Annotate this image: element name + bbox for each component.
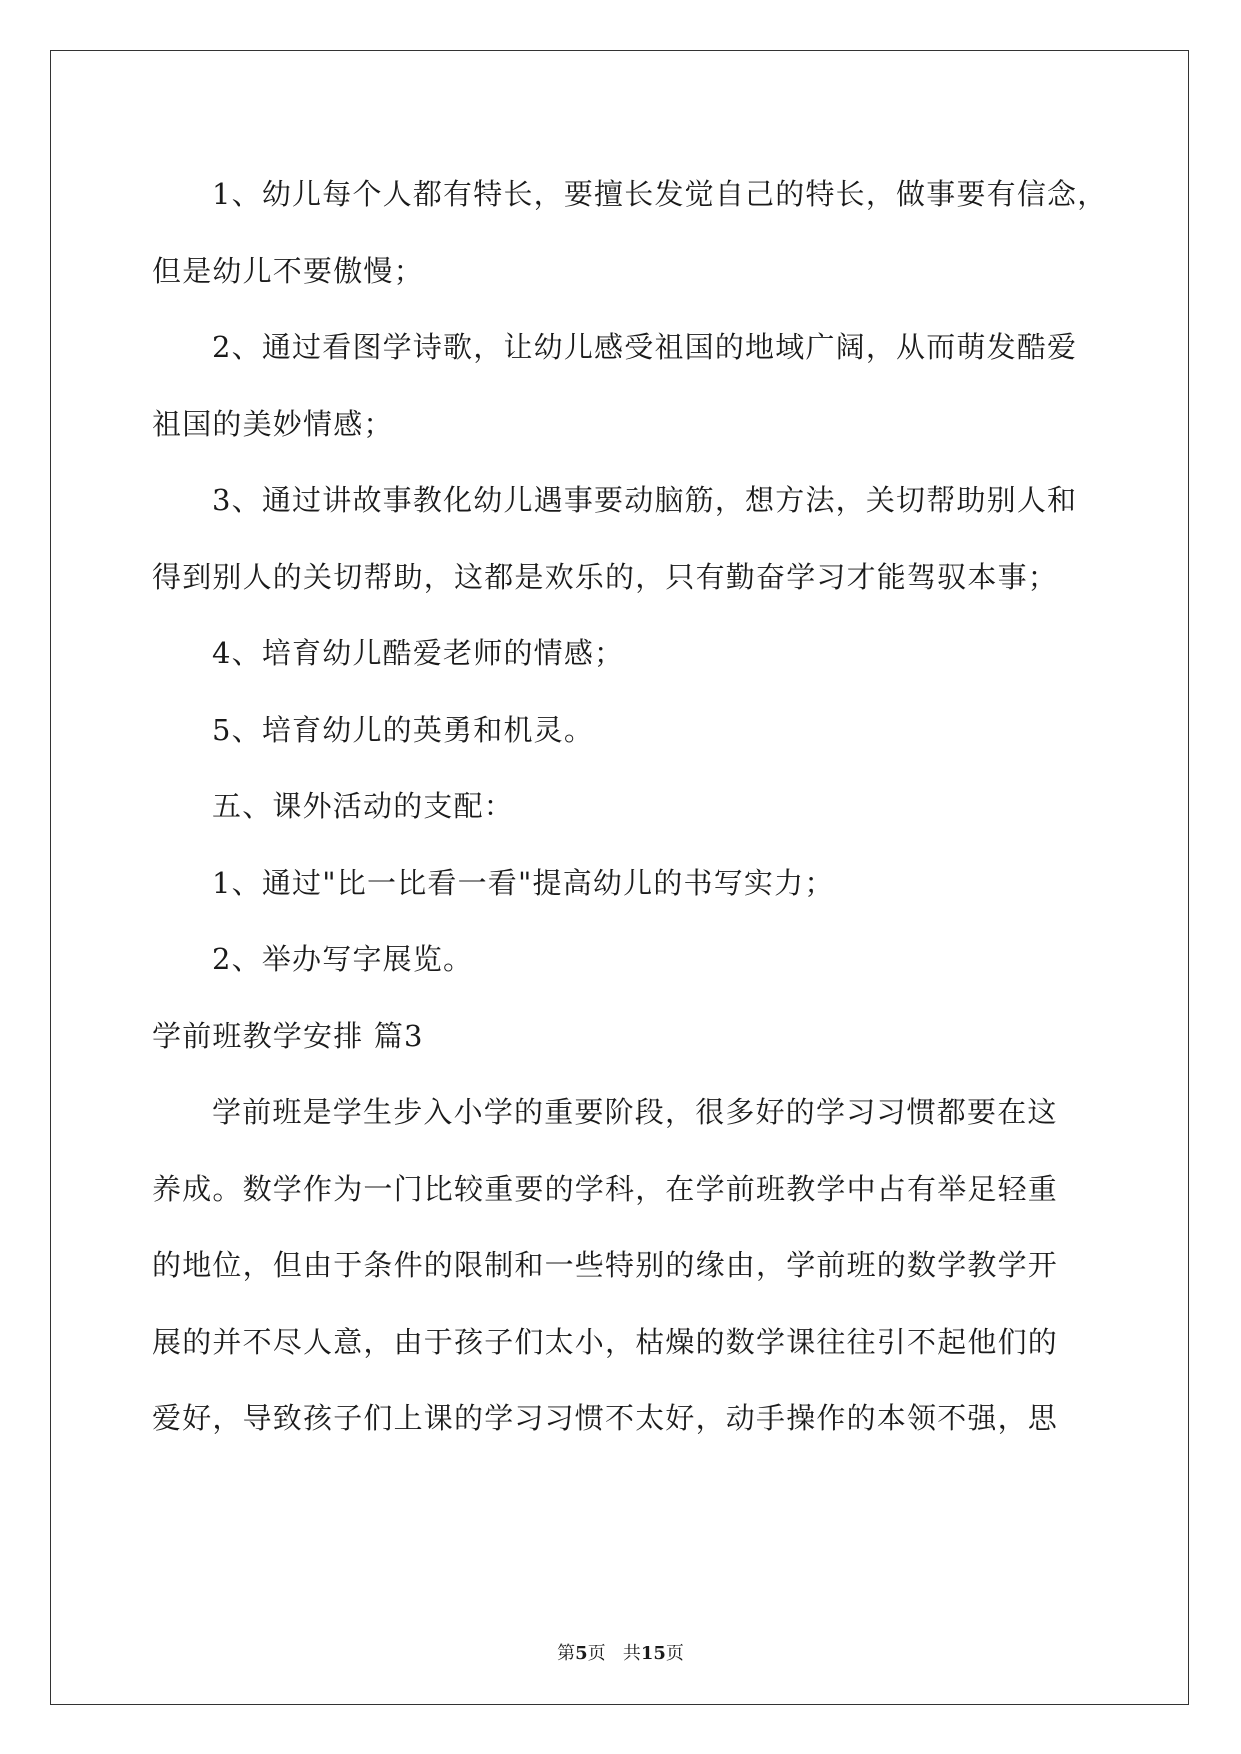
paragraph-line: 2、举办写字展览。 bbox=[212, 942, 474, 976]
paragraph-line: 祖国的美妙情感； bbox=[152, 407, 394, 441]
paragraph-line: 1、幼儿每个人都有特长，要擅长发觉自己的特长，做事要有信念， bbox=[212, 177, 1108, 211]
footer-prefix: 第 bbox=[557, 1643, 576, 1664]
paragraph-line: 学前班是学生步入小学的重要阶段，很多好的学习习惯都要在这 bbox=[212, 1095, 1058, 1129]
paragraph-line: 养成。数学作为一门比较重要的学科，在学前班教学中占有举足轻重 bbox=[152, 1172, 1059, 1206]
article-title: 学前班教学安排 篇3 bbox=[152, 1019, 424, 1053]
paragraph-line: 1、通过"比一比看一看"提高幼儿的书写实力； bbox=[212, 866, 835, 900]
paragraph-line: 展的并不尽人意，由于孩子们太小，枯燥的数学课往往引不起他们的 bbox=[152, 1325, 1059, 1359]
footer-page-suffix: 页 bbox=[587, 1643, 606, 1664]
footer-total-suffix: 页 bbox=[665, 1643, 684, 1664]
paragraph-line: 5、培育幼儿的英勇和机灵。 bbox=[212, 713, 595, 747]
page-footer bbox=[0, 1642, 1241, 1666]
paragraph-line: 的地位，但由于条件的限制和一些特别的缘由，学前班的数学教学开 bbox=[152, 1248, 1059, 1282]
paragraph-line: 3、通过讲故事教化幼儿遇事要动脑筋，想方法，关切帮助别人和 bbox=[212, 483, 1078, 517]
paragraph-line: 得到别人的关切帮助，这都是欢乐的，只有勤奋学习才能驾驭本事； bbox=[152, 560, 1059, 594]
current-page-number: 5 bbox=[575, 1643, 588, 1664]
paragraph-line: 2、通过看图学诗歌，让幼儿感受祖国的地域广阔，从而萌发酷爱 bbox=[212, 330, 1078, 364]
paragraph-line: 爱好，导致孩子们上课的学习习惯不太好，动手操作的本领不强，思 bbox=[152, 1401, 1059, 1435]
paragraph-line: 4、培育幼儿酷爱老师的情感； bbox=[212, 636, 625, 670]
total-page-number: 15 bbox=[640, 1643, 666, 1664]
paragraph-line: 但是幼儿不要傲慢； bbox=[152, 254, 424, 288]
section-heading: 五、课外活动的支配： bbox=[212, 789, 515, 823]
footer-total-prefix: 共 bbox=[622, 1643, 641, 1664]
